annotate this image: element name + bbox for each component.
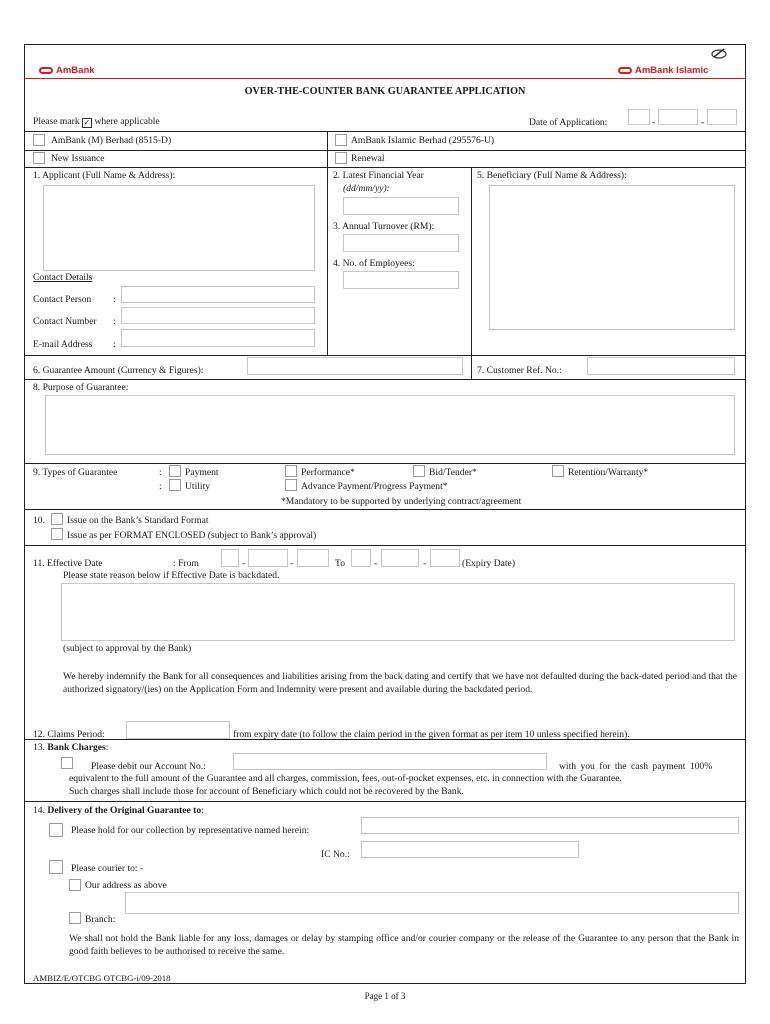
bid-tender-label: Bid/Tender*	[429, 467, 477, 478]
performance-label: Performance*	[301, 467, 355, 478]
customer-ref-input[interactable]	[587, 357, 735, 375]
contact-person-colon: :	[113, 294, 116, 305]
backdated-reason-input[interactable]	[61, 583, 735, 641]
to-day-input[interactable]	[351, 549, 371, 567]
debit-account-tail: with you for the cash payment 100%	[559, 761, 713, 772]
ambank-islamic-label: AmBank Islamic Berhad (295576-U)	[351, 135, 495, 146]
annual-turnover-input[interactable]	[343, 234, 459, 252]
ic-number-input[interactable]	[361, 841, 579, 858]
item-10-number: 10.	[33, 515, 45, 526]
to-year-input[interactable]	[430, 549, 460, 567]
retention-warranty-label: Retention/Warranty*	[568, 467, 649, 478]
branch-checkbox[interactable]	[69, 912, 81, 924]
customer-ref-label: 7. Customer Ref. No.:	[477, 365, 562, 376]
email-label: E-mail Address	[33, 339, 93, 350]
email-colon: :	[113, 339, 116, 350]
utility-label: Utility	[185, 481, 211, 492]
ambank-islamic-checkbox[interactable]	[335, 134, 347, 146]
branch-label: Branch:	[85, 914, 116, 925]
hold-collection-label: Please hold for our collection by representative named herein:	[71, 825, 310, 836]
courier-checkbox[interactable]	[49, 860, 63, 874]
date-month-input[interactable]	[658, 109, 698, 125]
new-issuance-checkbox[interactable]	[33, 152, 45, 164]
checked-box-icon: ✓	[83, 118, 91, 127]
ambank-berhad-label: AmBank (M) Berhad (8515-D)	[51, 135, 172, 146]
format-enclosed-checkbox[interactable]	[51, 528, 63, 540]
courier-label: Please courier to: -	[71, 863, 144, 874]
financial-year-input[interactable]	[343, 197, 459, 215]
indemnity-text: We hereby indemnify the Bank for all consequences and liabilities arising from the back dating and certify that we have not defaulted during the back-dated period and that the authorized signatory/(ies) on the Application Form and Indemnity were present and available during the backdated period.	[63, 671, 737, 695]
effective-date-from: : From	[173, 558, 199, 569]
financial-year-format: (dd/mm/yy):	[343, 183, 390, 194]
contact-details-title: Contact Details	[33, 272, 93, 283]
types-colon-1: :	[159, 467, 162, 478]
ambank-berhad-checkbox[interactable]	[33, 134, 45, 146]
mandatory-note: *Mandatory to be supported by underlying contract/agreement	[281, 496, 522, 507]
ambank-islamic-logo: AmBank Islamic	[618, 65, 708, 77]
to-sep-1: -	[374, 558, 378, 569]
date-of-application-label: Date of Application:	[529, 117, 608, 128]
date-sep-2: -	[701, 117, 705, 128]
debit-account-label: Please debit our Account No.:	[91, 761, 206, 772]
types-of-guarantee-label: 9. Types of Guarantee	[33, 467, 118, 478]
contact-number-label: Contact Number	[33, 316, 97, 327]
courier-address-input[interactable]	[125, 892, 739, 914]
hold-collection-checkbox[interactable]	[49, 823, 63, 837]
expiry-date-label: (Expiry Date)	[462, 558, 516, 569]
format-enclosed-label: Issue as per FORMAT ENCLOSED (subject to Bank’s approval)	[67, 530, 317, 541]
ic-number-label: IC No.:	[321, 849, 350, 860]
bank-charges-line-2: equivalent to the full amount of the Guarantee and all charges, commission, fees, out-of-pocket expenses, etc. in connection with the Guarantee.	[69, 773, 622, 784]
advance-payment-label: Advance Payment/Progress Payment*	[301, 481, 448, 492]
backdated-reason-label: Please state reason below if Effective Date is backdated.	[63, 570, 280, 581]
financial-year-label: 2. Latest Financial Year	[333, 170, 424, 181]
to-month-input[interactable]	[381, 549, 419, 567]
claims-period-label: 12. Claims Period:	[33, 729, 105, 740]
form-title: OVER-THE-COUNTER BANK GUARANTEE APPLICATION	[244, 86, 526, 97]
claims-period-text: from expiry date (to follow the claim period in the given format as per item 10 unless specified herein).	[233, 729, 630, 740]
payment-checkbox[interactable]	[169, 465, 181, 477]
representative-name-input[interactable]	[361, 817, 739, 834]
contact-person-label: Contact Person	[33, 294, 92, 305]
our-address-label: Our address as above	[85, 880, 167, 891]
email-input[interactable]	[121, 329, 315, 347]
retention-warranty-checkbox[interactable]	[552, 465, 564, 477]
date-year-input[interactable]	[707, 109, 737, 125]
payment-label: Payment	[185, 467, 219, 478]
from-sep-1: -	[242, 558, 246, 569]
ambank-logo: AmBank	[39, 65, 95, 77]
beneficiary-input[interactable]	[489, 185, 735, 330]
debit-account-checkbox[interactable]	[61, 757, 73, 769]
date-sep-1: -	[652, 117, 656, 128]
guarantee-amount-label: 6. Guarantee Amount (Currency & Figures):	[33, 365, 204, 376]
performance-checkbox[interactable]	[285, 465, 297, 477]
date-day-input[interactable]	[628, 109, 650, 125]
ambank-logo-icon	[39, 67, 53, 74]
account-number-input[interactable]	[233, 753, 547, 770]
contact-number-colon: :	[113, 316, 116, 327]
mark-instruction: Please mark ✓ where applicable	[33, 116, 160, 127]
our-address-checkbox[interactable]	[69, 879, 81, 891]
bank-charges-line-3: Such charges shall include those for account of Beneficiary which could not be recovered by the Bank.	[69, 786, 464, 797]
annual-turnover-label: 3. Annual Turnover (RM):	[333, 221, 435, 232]
advance-payment-checkbox[interactable]	[285, 479, 297, 491]
contact-number-input[interactable]	[121, 307, 315, 324]
employees-label: 4. No. of Employees:	[333, 258, 415, 269]
effective-date-to: To	[335, 558, 345, 569]
standard-format-checkbox[interactable]	[51, 513, 63, 525]
ambank-islamic-logo-icon	[618, 67, 632, 74]
standard-format-label: Issue on the Bank’s Standard Format	[67, 515, 209, 526]
types-colon-2: :	[159, 481, 162, 492]
application-form	[24, 44, 746, 984]
header-divider	[25, 78, 745, 79]
new-issuance-label: New Issuance	[51, 153, 105, 164]
to-sep-2: -	[423, 558, 427, 569]
beneficiary-label: 5. Beneficiary (Full Name & Address):	[477, 170, 627, 181]
applicant-label: 1. Applicant (Full Name & Address):	[33, 170, 176, 181]
utility-checkbox[interactable]	[169, 479, 181, 491]
bid-tender-checkbox[interactable]	[413, 465, 425, 477]
purpose-input[interactable]	[45, 395, 735, 455]
applicant-input[interactable]	[43, 185, 315, 271]
page-number: Page 1 of 3	[364, 991, 406, 1001]
from-month-input[interactable]	[248, 549, 288, 567]
renewal-checkbox[interactable]	[335, 152, 347, 164]
from-sep-2: -	[290, 558, 294, 569]
form-code: AMBIZ/E/OTCBG OTCBG-i/09-2018	[33, 973, 171, 983]
bank-charges-heading: 13. Bank Charges:	[33, 742, 109, 753]
guarantee-amount-input[interactable]	[247, 357, 463, 375]
approval-note: (subject to approval by the Bank)	[63, 643, 192, 654]
renewal-label: Renewal	[351, 153, 385, 164]
purpose-label: 8. Purpose of Guarantee:	[33, 382, 129, 393]
delivery-disclaimer: We shall not hold the Bank liable for any loss, damages or delay by stamping office and/or courier company or the release of the Guarantee to any person that the Bank in good faith believes to be authorised to receive the same.	[69, 933, 739, 957]
employees-input[interactable]	[343, 271, 459, 289]
from-day-input[interactable]	[221, 549, 239, 567]
claims-period-input[interactable]	[126, 721, 230, 739]
effective-date-label: 11. Effective Date	[33, 558, 103, 569]
contact-person-input[interactable]	[121, 286, 315, 303]
delivery-heading: 14. Delivery of the Original Guarantee to:	[33, 805, 204, 816]
from-year-input[interactable]	[297, 549, 329, 567]
